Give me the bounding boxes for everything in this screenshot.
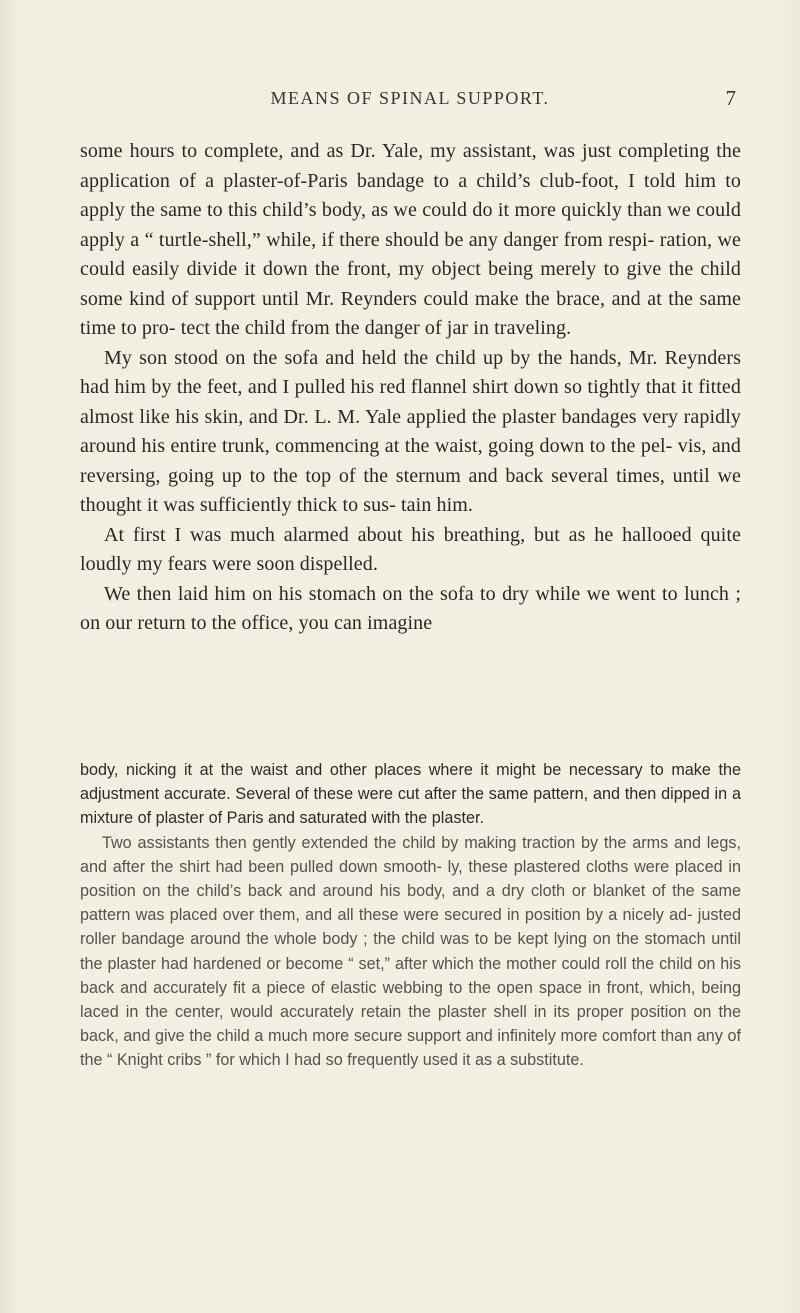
lower-text-block — [80, 758, 741, 1073]
paragraph: body, nicking it at the waist and other places where it might be necessary to make the adjustment accurate. Several of these were cut after the same pattern, and then dipped in a mixture of plaster of Paris and saturated with the plaster. — [80, 761, 741, 828]
page-number: 7 — [725, 86, 736, 110]
paragraph: Two assistants then gently extended the child by making traction by the arms and legs, and after the shirt had been pulled down smooth- ly, these plastered cloths were placed in position on the child’s back and around his body, and a dry cloth or blanket of the same pattern was placed over them, and all these were secured in position by a nicely ad- justed roller bandage around the whole body ; the child was to be kept lying on the stomach until the plaster had hardened or become “ set,” after which the mother could roll the child on his back and accurately fit a piece of elastic webbing to the open space in front, which, being laced in the center, would accurately retain the plaster shell in its proper position on the back, and give the child a much more secure support and infinitely more comfort than any of the “ Knight cribs ” for which I had so frequently used it as a substitute. — [80, 833, 741, 1070]
running-head — [80, 88, 740, 112]
upper-text-block — [80, 137, 741, 639]
paragraph: We then laid him on his stomach on the sofa to dry while we went to lunch ; on our return to the office, you can imagine — [80, 582, 741, 634]
paragraph: At first I was much alarmed about his breathing, but as he hallooed quite loudly my fears were soon dispelled. — [80, 523, 741, 575]
paragraph: some hours to complete, and as Dr. Yale, my assistant, was just completing the application of a plaster-of-Paris bandage to a child’s club-foot, I told him to apply the same to this child’s body, as we could do it more quickly than we could apply a “ turtle-shell,” while, if there should be any danger from respi- ration, we could easily divide it down the front, my object being merely to give the child some kind of support until Mr. Reynders could make the brace, and at the same time to pro- tect the child from the danger of jar in traveling. — [80, 140, 741, 339]
paragraph: My son stood on the sofa and held the child up by the hands, Mr. Reynders had him by the feet, and I pulled his red flannel shirt down so tightly that it fitted almost like his skin, and Dr. L. M. Yale applied the plaster bandages very rapidly around his entire trunk, commencing at the waist, going down to the pel- vis, and reversing, going up to the top of the sternum and back several times, until we thought it was sufficiently thick to sus- tain him. — [80, 346, 741, 516]
running-title: MEANS OF SPINAL SUPPORT. — [270, 88, 550, 108]
